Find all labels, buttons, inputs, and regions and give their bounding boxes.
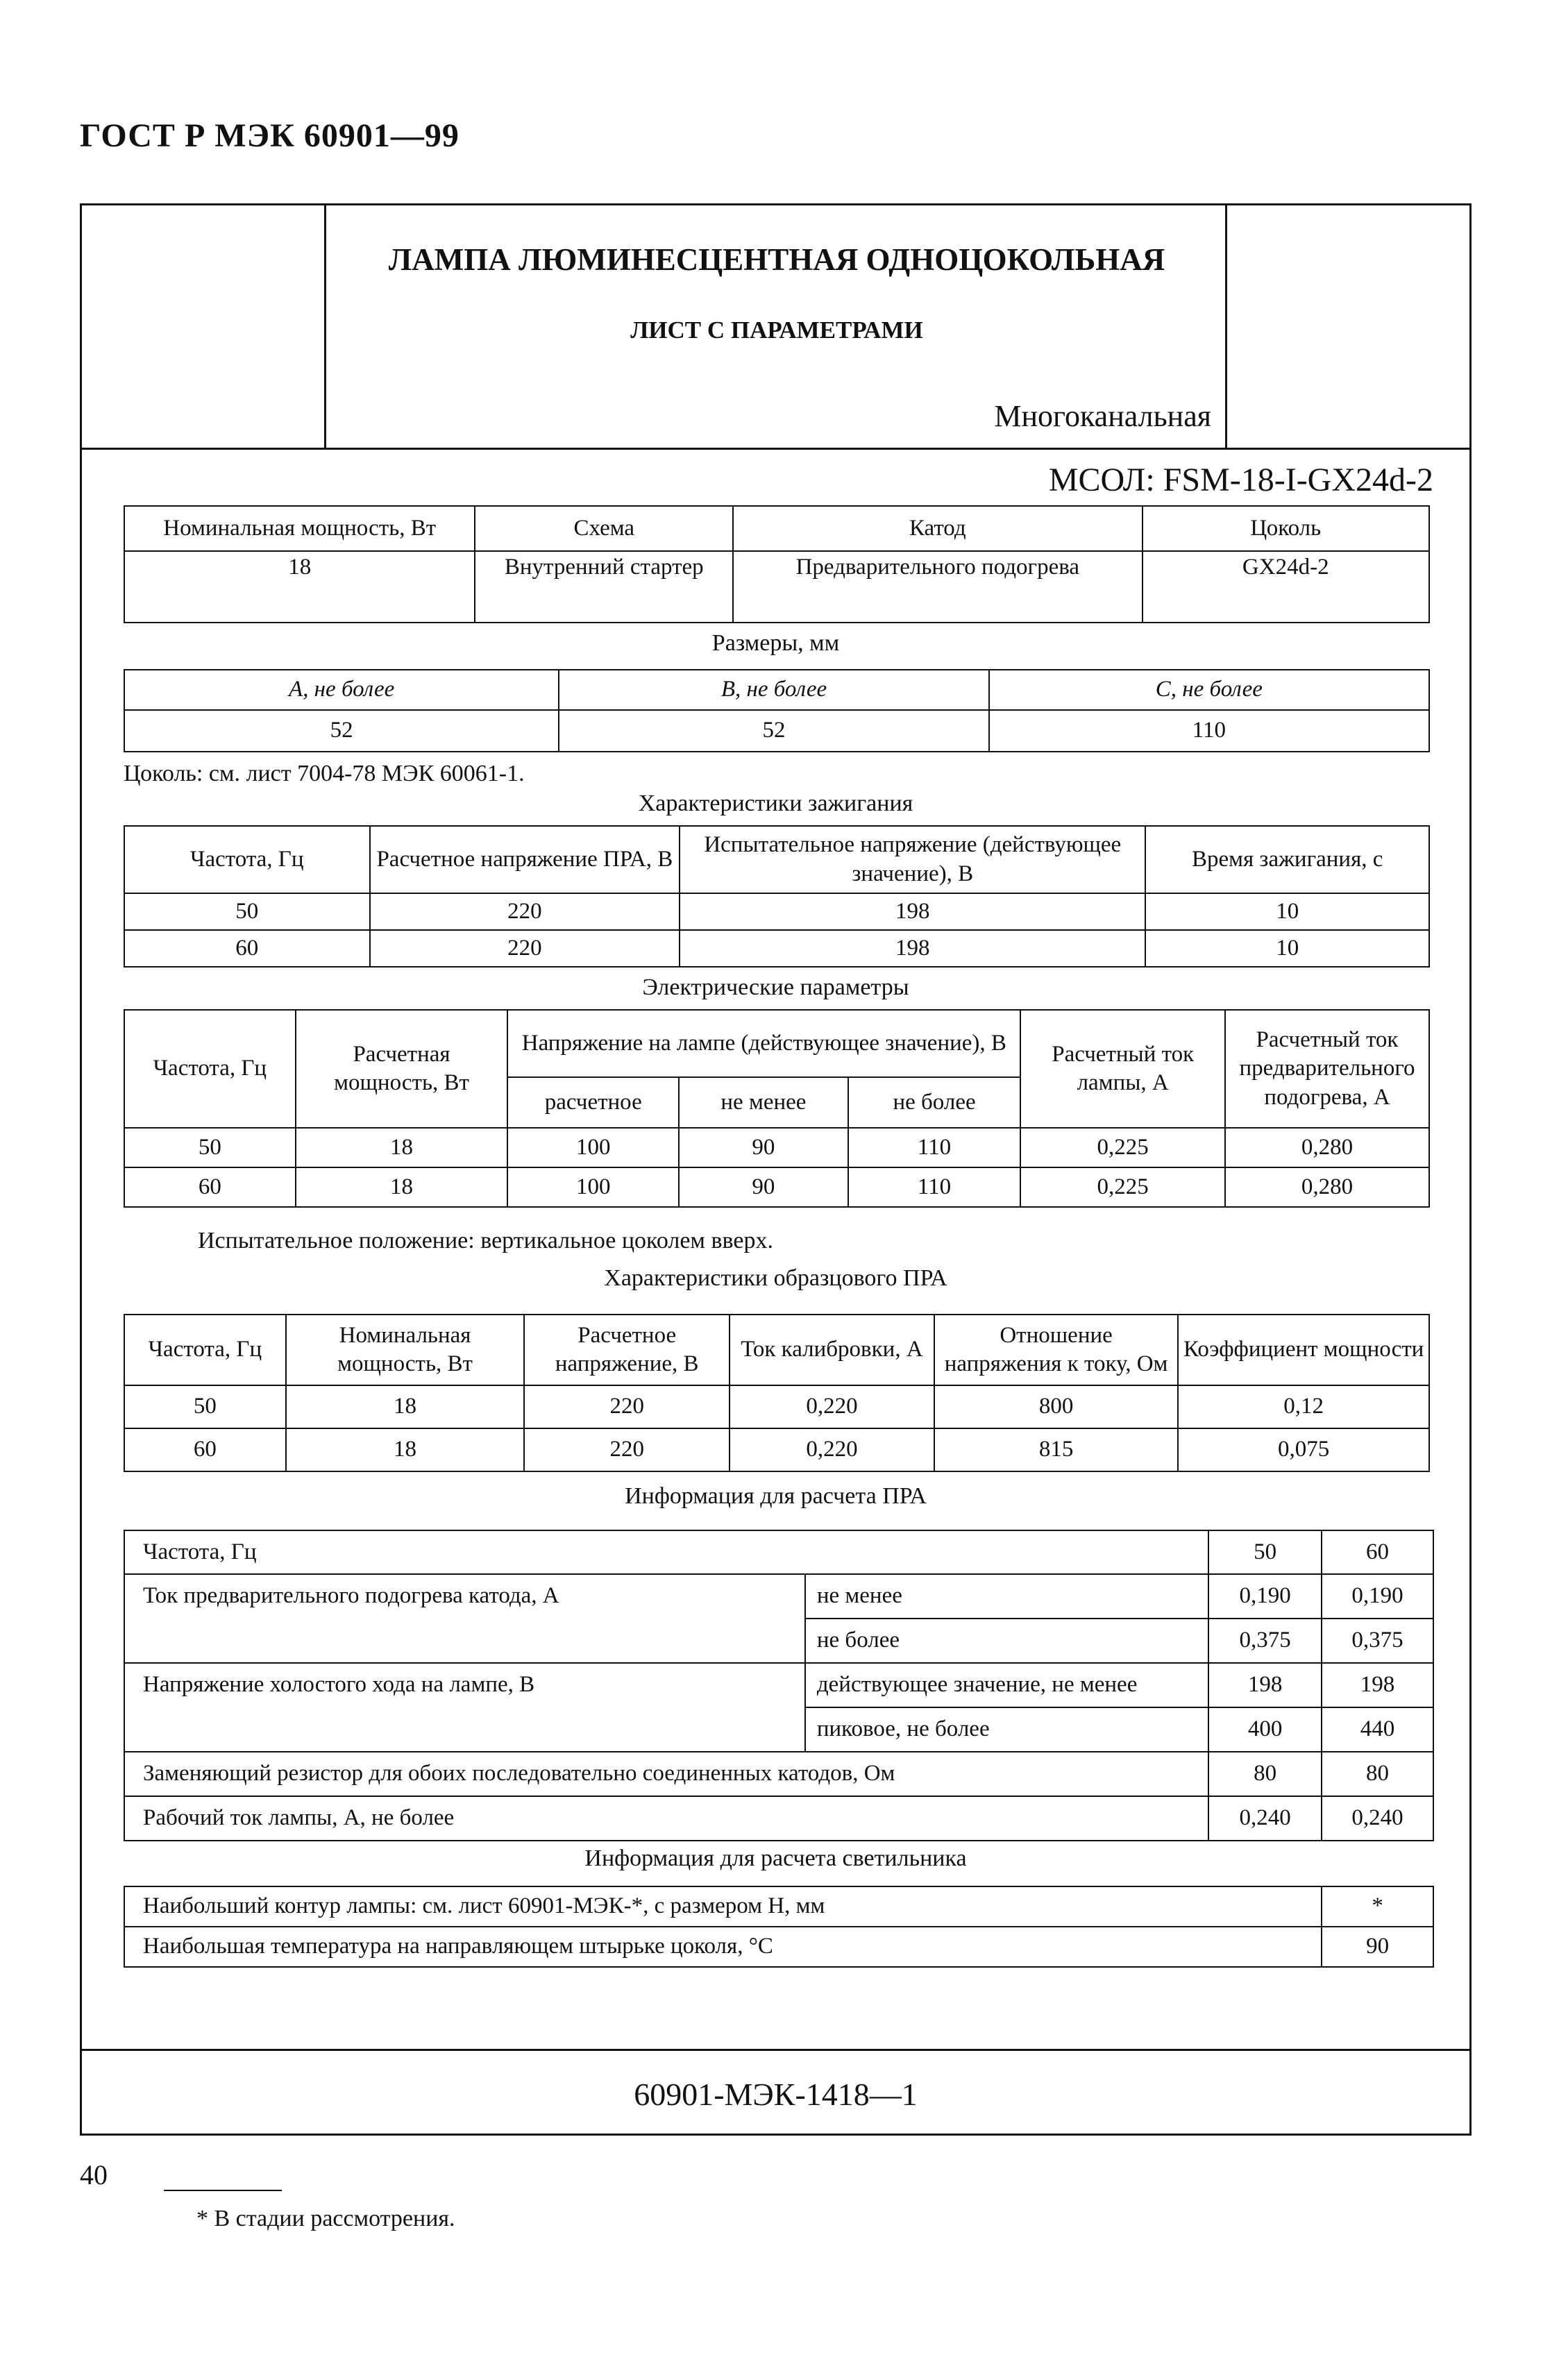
table-cell: 220	[370, 930, 680, 967]
table-row	[124, 826, 1429, 893]
lamp-code: МСОЛ: FSM-18-I-GX24d-2	[1048, 462, 1433, 498]
title-block-left-cell	[82, 205, 326, 448]
table-row	[124, 1428, 1429, 1471]
table-cell: 100	[507, 1128, 679, 1167]
table-cell: 90	[1322, 1927, 1433, 1967]
table-row	[124, 1315, 1429, 1385]
table-header-cell: Номинальная мощность, Вт	[124, 506, 475, 551]
table-cell: 815	[934, 1428, 1179, 1471]
table-header-cell: не более	[848, 1077, 1021, 1128]
table-cell: 0,240	[1208, 1796, 1322, 1841]
table-header-cell: Напряжение на лампе (действующее значение), В	[507, 1010, 1020, 1077]
table-cell: 18	[286, 1385, 525, 1428]
electrical-caption: Электрические параметры	[642, 974, 909, 1000]
table-cell: не менее	[805, 1574, 1208, 1619]
table-cell: 18	[296, 1167, 508, 1207]
dimensions-table	[124, 669, 1430, 752]
table-cell: 0,280	[1225, 1128, 1429, 1167]
table-cell: 0,190	[1208, 1574, 1322, 1619]
electrical-table	[124, 1009, 1430, 1208]
sheet-subtitle: ЛИСТ С ПАРАМЕТРАМИ	[630, 316, 923, 344]
table-cell: 0,075	[1178, 1428, 1429, 1471]
table-cell: 60	[124, 930, 370, 967]
table-cell: 220	[524, 1428, 730, 1471]
ballast-info-table	[124, 1530, 1434, 1841]
table-header-cell: Номинальная мощность, Вт	[286, 1315, 525, 1385]
table-cell: 198	[680, 893, 1145, 930]
table-cell: 0,190	[1322, 1574, 1433, 1619]
table-cell: действующее значение, не менее	[805, 1663, 1208, 1707]
table-cell: не более	[805, 1619, 1208, 1663]
table-cell: 110	[848, 1167, 1021, 1207]
table-cell: Рабочий ток лампы, А, не более	[124, 1796, 1208, 1841]
table-cell: Внутренний стартер	[475, 551, 733, 623]
table-cell: 198	[1208, 1663, 1322, 1707]
title-block-right-cell	[1225, 205, 1469, 448]
table-row	[124, 1752, 1433, 1796]
table-header-cell: Схема	[475, 506, 733, 551]
table-cell: 100	[507, 1167, 679, 1207]
table-cell: 50	[124, 1128, 296, 1167]
luminaire-info-caption: Информация для расчета светильника	[584, 1845, 967, 1871]
table-row	[124, 1010, 1429, 1077]
table-header-cell: Испытательное напряжение (действующее значение), В	[680, 826, 1145, 893]
table-cell: 440	[1322, 1707, 1433, 1752]
table-cell: 80	[1322, 1752, 1433, 1796]
dimension-letter: B, не более	[720, 677, 827, 702]
test-position-note: Испытательное положение: вертикальное цоколем вверх.	[198, 1228, 773, 1253]
table-cell: GX24d-2	[1143, 551, 1429, 623]
table-header-cell	[989, 670, 1429, 710]
table-cell: 0,375	[1208, 1619, 1322, 1663]
table-header-cell: Цоколь	[1143, 506, 1429, 551]
table-row	[124, 893, 1429, 930]
table-cell: 50	[124, 1385, 286, 1428]
table-row	[124, 1530, 1433, 1574]
title-block	[82, 205, 1469, 450]
table-header-cell: Катод	[733, 506, 1142, 551]
table-cell: 110	[848, 1128, 1021, 1167]
table-cell: 60	[124, 1428, 286, 1471]
table-cell: 50	[124, 893, 370, 930]
table-row	[124, 1663, 1433, 1707]
table-row	[124, 1128, 1429, 1167]
table-cell: 110	[989, 710, 1429, 752]
table-cell: Предварительного подогрева	[733, 551, 1142, 623]
table-header-cell: Частота, Гц	[124, 826, 370, 893]
table-header-cell: Расчетный ток лампы, А	[1020, 1010, 1225, 1128]
table-cell: 90	[679, 1128, 848, 1167]
sheet-number-block	[82, 2049, 1469, 2134]
table-row	[124, 551, 1429, 623]
table-cell: 0,225	[1020, 1128, 1225, 1167]
table-cell: 800	[934, 1385, 1179, 1428]
page-number: 40	[80, 2159, 108, 2190]
table-cell: 10	[1145, 930, 1429, 967]
sheet-number: 60901-МЭК-1418—1	[634, 2077, 918, 2112]
dimension-letter: A, не более	[289, 677, 395, 702]
table-cell: 220	[370, 893, 680, 930]
table-cell: 18	[124, 551, 475, 623]
table-header-cell: Отношение напряжения к току, Ом	[934, 1315, 1179, 1385]
footnote-divider	[164, 2190, 282, 2191]
table-cell: 0,240	[1322, 1796, 1433, 1841]
table-header-cell	[559, 670, 988, 710]
table-cell: 0,225	[1020, 1167, 1225, 1207]
main-params-table	[124, 505, 1430, 623]
table-header-cell	[124, 670, 559, 710]
table-cell: 52	[559, 710, 988, 752]
table-header-cell: Расчетный ток предварительного подогрева, А	[1225, 1010, 1429, 1128]
table-header-cell: Расчетное напряжение, В	[524, 1315, 730, 1385]
sheet-title: ЛАМПА ЛЮМИНЕСЦЕНТНАЯ ОДНОЦОКОЛЬНАЯ	[388, 242, 1165, 277]
table-row	[124, 930, 1429, 967]
table-cell: 0,220	[730, 1385, 934, 1428]
footnote: * В стадии рассмотрения.	[196, 2206, 455, 2231]
table-cell: 52	[124, 710, 559, 752]
sheet-frame	[80, 203, 1472, 2231]
dimensions-caption: Размеры, мм	[711, 630, 840, 656]
table-cell: Частота, Гц	[124, 1530, 1208, 1574]
table-cell: *	[1322, 1886, 1433, 1927]
table-header-cell: Расчетная мощность, Вт	[296, 1010, 508, 1128]
table-row	[124, 1796, 1433, 1841]
ref-ballast-table	[124, 1314, 1430, 1472]
table-cell: 10	[1145, 893, 1429, 930]
table-cell: 0,375	[1322, 1619, 1433, 1663]
table-cell: 60	[1322, 1530, 1433, 1574]
table-row	[124, 506, 1429, 551]
table-row	[124, 1927, 1433, 1967]
table-header-cell: расчетное	[507, 1077, 679, 1128]
table-header-cell: Ток калибровки, А	[730, 1315, 934, 1385]
table-header-cell: Частота, Гц	[124, 1010, 296, 1128]
table-header-cell: Время зажигания, с	[1145, 826, 1429, 893]
table-row	[124, 1886, 1433, 1927]
table-cell: Заменяющий резистор для обоих последовательно соединенных катодов, Ом	[124, 1752, 1208, 1796]
ballast-info-caption: Информация для расчета ПРА	[625, 1483, 927, 1509]
table-row	[124, 1574, 1433, 1619]
table-cell: 18	[286, 1428, 525, 1471]
luminaire-info-table	[124, 1886, 1434, 1968]
table-cell: 198	[680, 930, 1145, 967]
table-header-cell: не менее	[679, 1077, 848, 1128]
ignition-table	[124, 825, 1430, 968]
table-cell: 198	[1322, 1663, 1433, 1707]
ignition-caption: Характеристики зажигания	[638, 791, 913, 816]
table-cell: 0,220	[730, 1428, 934, 1471]
table-cell: 400	[1208, 1707, 1322, 1752]
table-cell: 18	[296, 1128, 508, 1167]
table-cell: 220	[524, 1385, 730, 1428]
table-cell: Напряжение холостого хода на лампе, В	[124, 1663, 805, 1752]
table-cell: 0,12	[1178, 1385, 1429, 1428]
table-cell: 0,280	[1225, 1167, 1429, 1207]
table-header-cell: Расчетное напряжение ПРА, В	[370, 826, 680, 893]
ref-ballast-caption: Характеристики образцового ПРА	[604, 1265, 947, 1291]
table-cell: пиковое, не более	[805, 1707, 1208, 1752]
cap-note: Цоколь: см. лист 7004-78 МЭК 60061-1.	[124, 761, 525, 786]
table-cell: 90	[679, 1167, 848, 1207]
dimension-letter: C, не более	[1155, 677, 1263, 702]
lamp-type: Многоканальная	[994, 399, 1211, 433]
table-row	[124, 1167, 1429, 1207]
table-cell: Наибольшая температура на направляющем штырьке цоколя, °С	[124, 1927, 1322, 1967]
table-header-cell: Частота, Гц	[124, 1315, 286, 1385]
table-row	[124, 710, 1429, 752]
document-header: ГОСТ Р МЭК 60901—99	[80, 117, 460, 154]
table-cell: Ток предварительного подогрева катода, А	[124, 1574, 805, 1663]
table-cell: 60	[124, 1167, 296, 1207]
table-row	[124, 1385, 1429, 1428]
table-cell: 50	[1208, 1530, 1322, 1574]
table-row	[124, 670, 1429, 710]
table-cell: Наибольший контур лампы: см. лист 60901-МЭК-*, с размером H, мм	[124, 1886, 1322, 1927]
table-cell: 80	[1208, 1752, 1322, 1796]
table-header-cell: Коэффициент мощности	[1178, 1315, 1429, 1385]
